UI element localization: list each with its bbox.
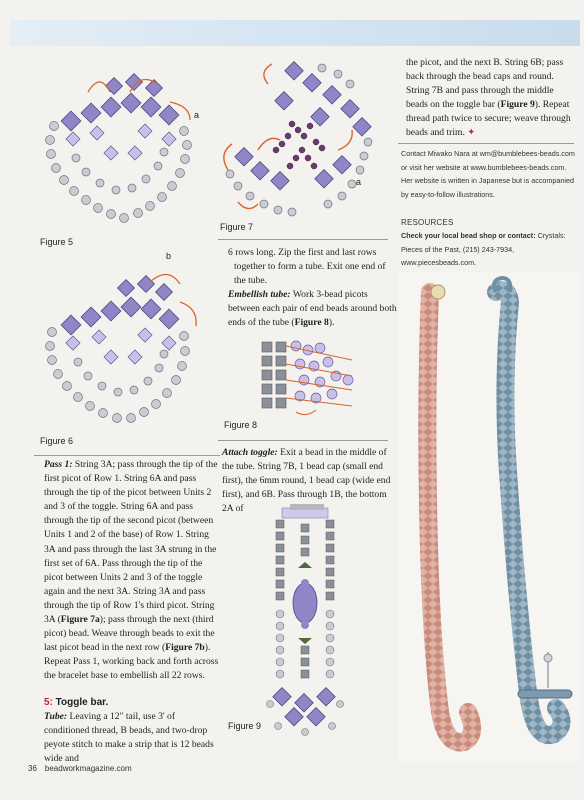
middle-column-divider-top: [218, 239, 388, 240]
figure-7-label: Figure 7: [220, 222, 254, 232]
right-text-column: [406, 56, 574, 141]
tube-lead: Tube:: [44, 710, 68, 722]
figure-8-diagram: [256, 336, 362, 420]
attach-text-column: [222, 446, 394, 516]
pass-1-paragraph: [44, 458, 220, 655]
figure-5-diagram: [40, 62, 210, 234]
header-banner: [10, 20, 580, 46]
left-text-column: [44, 458, 220, 766]
middle-text-column: [228, 246, 398, 331]
footer-site: beadworkmagazine.com: [44, 764, 132, 773]
resources-heading: RESOURCES: [401, 218, 454, 227]
figure-6-diagram: [40, 262, 212, 434]
embellish-text-b: ).: [328, 317, 335, 329]
attach-text: Exit a bead in the middle of the tube. String 7B, 1 bead cap (small end first), the 6mm round, 1 bead cap (wide end first), and 6B. Pass through 1B, the bottom 2A of: [222, 447, 391, 515]
pass-1-text-b: ); pass through the next (third picot) bead. Weave through beads to exit the last picot bead in the next row (: [44, 614, 215, 654]
right-top-paragraph: [406, 56, 574, 141]
pass-1-figure-7b: Figure 7b: [165, 642, 205, 654]
figure-7-diagram: [218, 54, 386, 224]
repeat-paragraph: Repeat Pass 1, working back and forth across the bracelet base to embellish all 22 rows.: [44, 656, 219, 682]
page-footer: [28, 764, 132, 773]
figure-8-label: Figure 8: [224, 420, 258, 430]
right-top-figure-9: Figure 9: [500, 99, 535, 111]
tube-text: Leaving a 12" tail, use 3' of conditioned thread, B beads, and two-drop peyote stitch to make a strip that is 12 beads wide and: [44, 710, 214, 764]
step-5-heading: [44, 696, 220, 710]
embellish-lead: Embellish tube:: [228, 289, 291, 301]
right-column-divider: [398, 143, 574, 144]
pass-1-figure-7a: Figure 7a: [60, 614, 100, 626]
figure-6-marker-b: b: [166, 251, 172, 261]
figure-6-illustration: [40, 262, 212, 434]
right-top-text-a: the picot, and the next B. String 6B; pass back through the bead caps and round. String 7B and pass through the middle beads on the toggle bar (: [406, 57, 564, 111]
figure-5-marker-a: a: [194, 110, 200, 120]
pass-1-text-c: ).: [204, 642, 211, 654]
figure-7-marker-a: a: [356, 177, 362, 187]
rows-paragraph: 6 rows long. Zip the first and last rows together to form a tube. Exit one end of the tube.: [228, 247, 386, 287]
embellish-paragraph: [228, 288, 398, 330]
step-5-title: Toggle bar.: [52, 696, 109, 708]
figure-6-label: Figure 6: [40, 436, 74, 446]
step-5-number: 5:: [44, 696, 53, 708]
figure-9-label: Figure 9: [228, 721, 262, 731]
figure-5-label: Figure 5: [40, 237, 74, 247]
figure-7-illustration: [218, 54, 386, 224]
page-number: 36: [28, 764, 37, 773]
contact-note: Contact Miwako Nara at wm@bumblebees-beads.com or visit her website at www.bumblebees-beads.com. Her website is written in Japanese but is accompanied by easy-to-follow illustrations.: [401, 149, 575, 199]
tube-paragraph: [44, 710, 220, 766]
embellish-text-a: Work 3-bead picots between each pair of end beads around both ends of the tube (: [228, 289, 397, 329]
resources-paragraph: [401, 229, 575, 270]
bracelet-photo: [398, 272, 580, 762]
embellish-figure-8: Figure 8: [294, 317, 329, 329]
pass-1-text-a: String 3A; pass through the tip of the first picot of Row 1. String 6A and pass through the tip of the picot between Units 2 and 3 of the toggle. String 6A and pass through the tip of the second picot (between Units 1 and 2 of the base) of Row 1. String 3A and pass through the last 3A strung in the first set of 6A. Pass through the tip of the picot between Units 2 and 3 of the toggle again and the next 3A. String 3A and pass through the tip of Row 1's third picot. String 3A (: [44, 459, 218, 626]
resources-text: Crystals: Pieces of the Past, (215) 243-7934, www.piecesbeads.com.: [401, 231, 566, 268]
figure-9-illustration: [266, 504, 374, 740]
resources-lead: Check your local bead shop or contact:: [401, 231, 536, 240]
figure-8-illustration: [256, 336, 362, 420]
attach-paragraph: [222, 446, 394, 516]
middle-column-divider: [218, 440, 388, 441]
right-top-text-b: ). Repeat thread path twice to secure; weave through beads and trim.: [406, 99, 571, 139]
pass-1-lead: Pass 1:: [44, 459, 73, 470]
bracelet-photo-illustration: [398, 272, 580, 762]
attach-lead: Attach toggle:: [222, 447, 278, 458]
left-column-divider: [34, 455, 220, 456]
end-mark-icon: ✦: [467, 127, 476, 139]
figure-5-illustration: [40, 62, 210, 234]
figure-9-diagram: [266, 504, 374, 740]
